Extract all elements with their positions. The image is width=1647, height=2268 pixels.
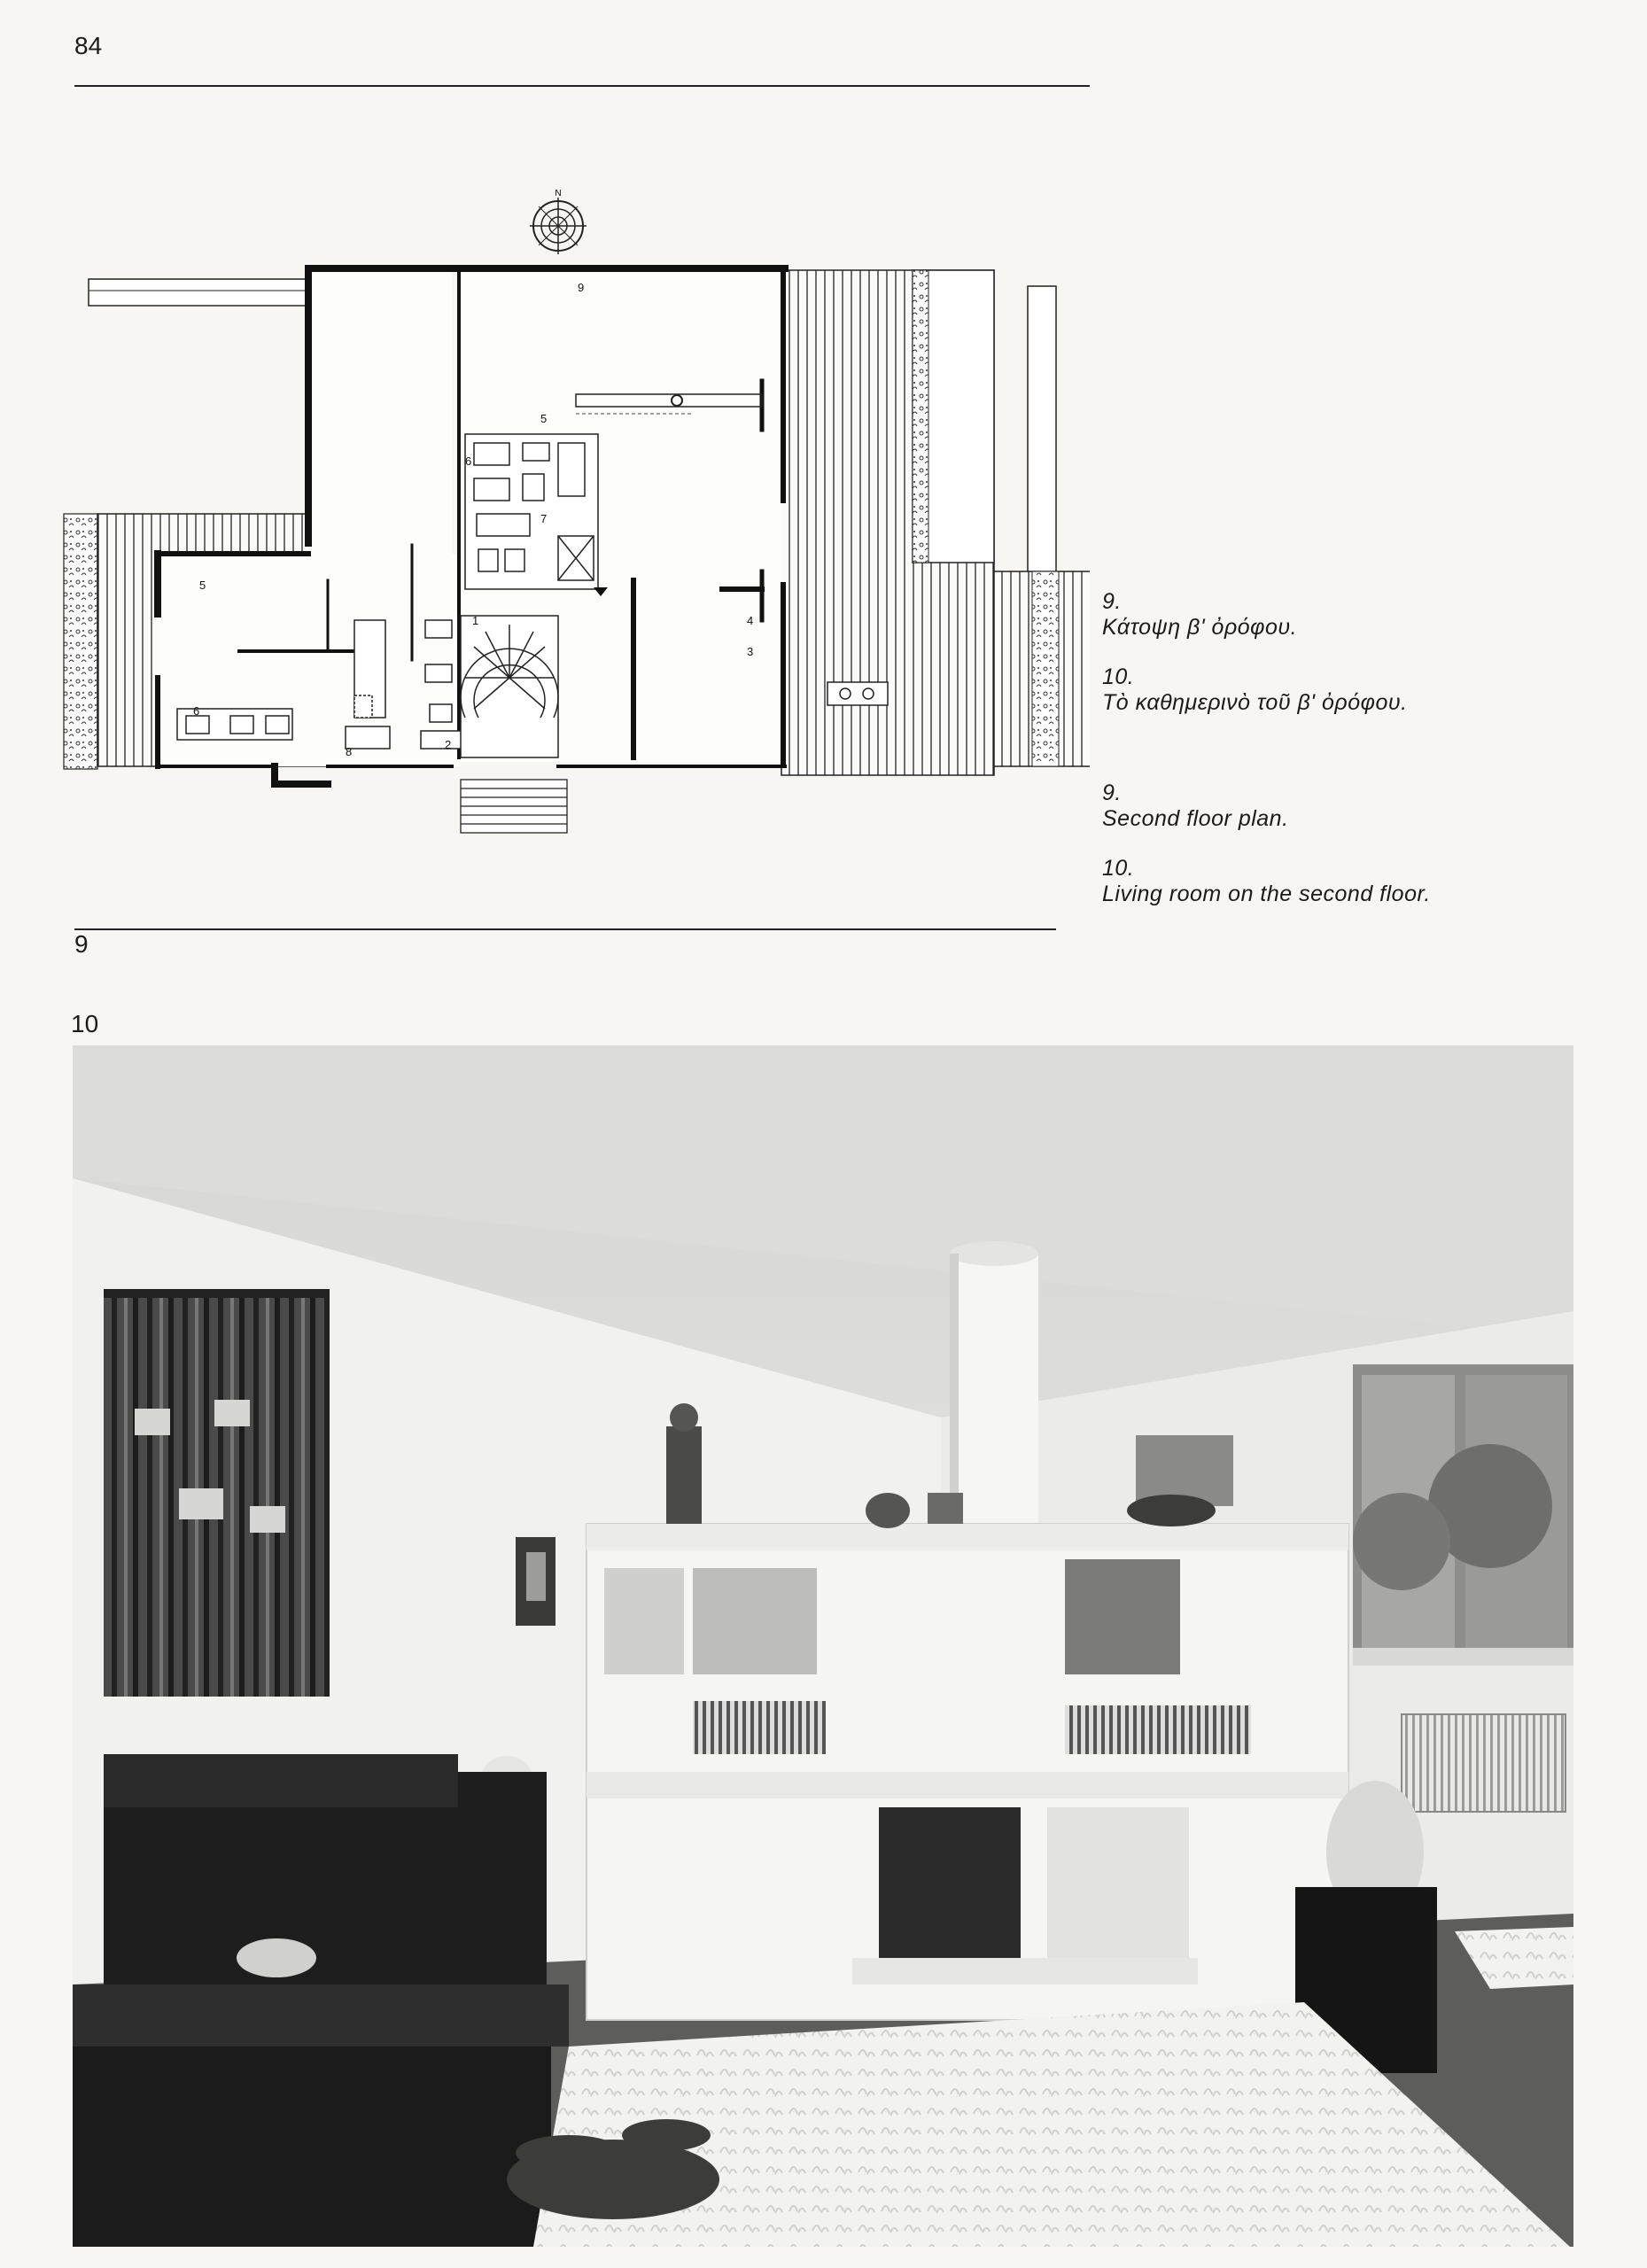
caption-text: Κάτοψη β' ὀρόφου.	[1102, 615, 1298, 640]
plan-label: 3	[747, 645, 754, 658]
header-rule	[74, 85, 1090, 87]
plan-label: 6	[193, 704, 200, 718]
page-number: 84	[74, 32, 103, 59]
caption-english-10	[1102, 856, 1598, 907]
caption-text: Living room on the second floor.	[1102, 882, 1431, 906]
captions	[1102, 589, 1598, 931]
caption-number: 9.	[1102, 781, 1122, 805]
caption-greek-10	[1102, 664, 1598, 716]
plan-rule	[74, 928, 1056, 930]
floor-plan-drawing	[62, 182, 1090, 842]
caption-number: 10.	[1102, 664, 1135, 689]
plan-label: 9	[578, 281, 585, 294]
plan-label: 5	[540, 412, 548, 425]
caption-text: Τὸ καθημερινὸ τοῦ β' ὀρόφου.	[1102, 690, 1408, 715]
figure-number-plan: 9	[74, 930, 89, 958]
plan-label: 5	[199, 579, 206, 592]
plan-label: 6	[465, 454, 472, 468]
compass-icon	[530, 198, 587, 254]
compass-label: N	[555, 189, 562, 198]
plan-label: 7	[540, 512, 548, 525]
bookcase-divider	[587, 1524, 1348, 2020]
caption-english-9	[1102, 781, 1598, 832]
caption-greek-9	[1102, 589, 1598, 641]
living-room-photo	[73, 1045, 1573, 2247]
plan-label: 1	[472, 614, 479, 627]
plan-label: 2	[445, 738, 452, 751]
caption-number: 9.	[1102, 589, 1122, 614]
plan-label: 4	[747, 614, 754, 627]
sofa	[73, 1754, 569, 2247]
caption-number: 10.	[1102, 856, 1135, 881]
figure-number-photo: 10	[71, 1010, 99, 1037]
plan-label: 8	[346, 745, 353, 758]
caption-text: Second floor plan.	[1102, 806, 1289, 831]
